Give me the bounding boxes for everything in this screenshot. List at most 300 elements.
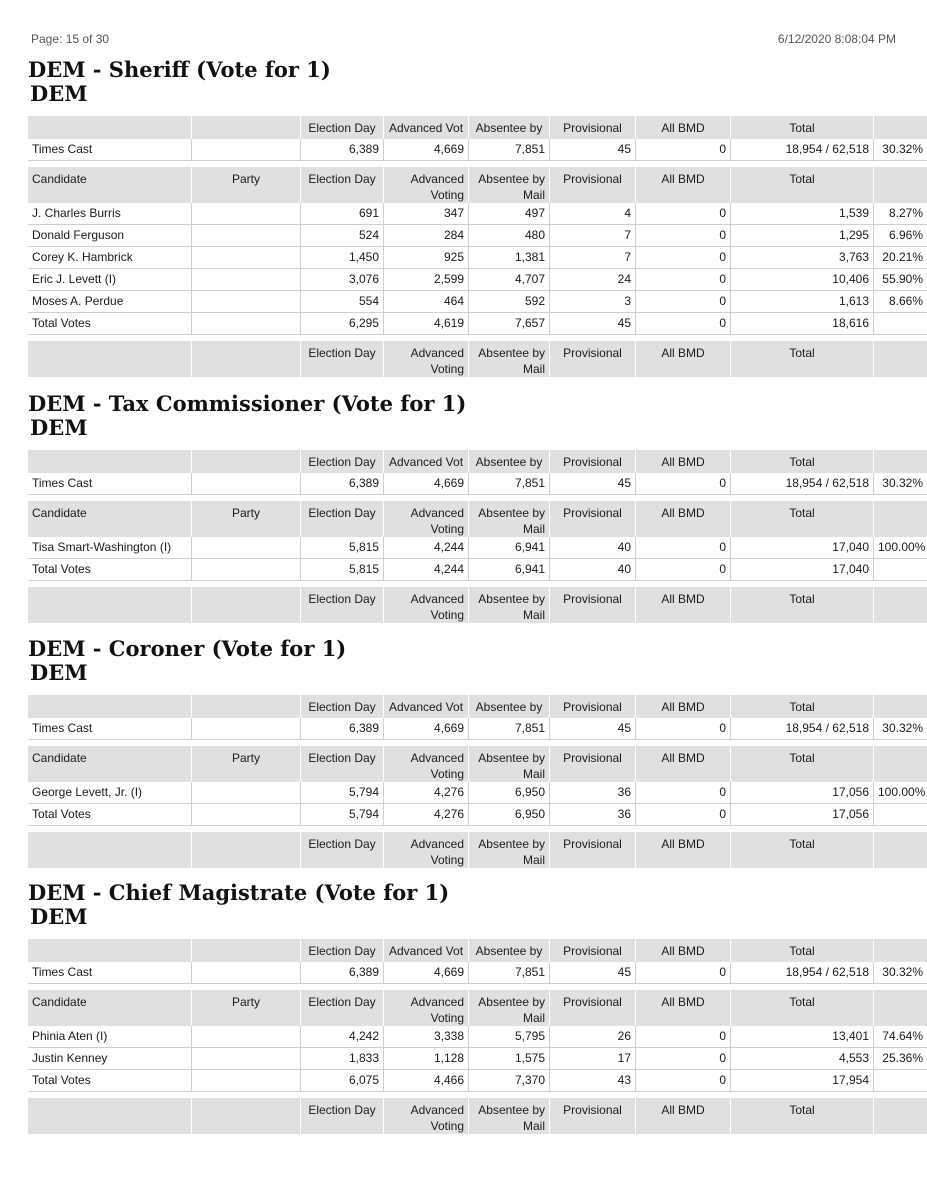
advanced-voting-value: 3,338 — [383, 1026, 468, 1048]
party-cell — [191, 1070, 300, 1092]
all-bmd-value: 0 — [635, 804, 730, 826]
all-bmd-value: 0 — [635, 537, 730, 559]
column-footer — [28, 587, 927, 623]
col-header-pct — [873, 167, 927, 203]
row-label: Moses A. Perdue — [28, 291, 191, 313]
advanced-voting-value: 4,619 — [383, 313, 468, 335]
times-cast-row — [28, 473, 927, 495]
absentee-by-mail-value: 5,795 — [468, 1026, 549, 1048]
col-header-total: Total — [730, 501, 873, 537]
col-header-pct — [873, 501, 927, 537]
col-header-absentee-by: Absentee by — [468, 450, 549, 473]
total-value: 1,539 — [730, 203, 873, 225]
col-header-total: Total — [730, 990, 873, 1026]
candidate-table — [28, 501, 927, 581]
candidate-row — [28, 225, 927, 247]
col-footer-pct — [873, 341, 927, 377]
absentee-by-mail-value: 6,950 — [468, 804, 549, 826]
candidate-table — [28, 746, 927, 826]
col-header-candidate: Candidate — [28, 501, 191, 537]
election-day-value: 3,076 — [300, 269, 383, 291]
total-value: 18,954 / 62,518 — [730, 473, 873, 495]
col-header-pct — [873, 939, 927, 962]
col-header-provisional: Provisional — [549, 450, 635, 473]
col-footer-advanced-voting: Advanced Voting — [383, 1098, 468, 1134]
election-day-value: 5,794 — [300, 804, 383, 826]
all-bmd-value: 0 — [635, 139, 730, 161]
col-header-advanced-vot: Advanced Vot — [383, 116, 468, 139]
col-footer-absentee-by-mail: Absentee by Mail — [468, 832, 549, 868]
party-cell — [191, 269, 300, 291]
all-bmd-value: 0 — [635, 962, 730, 984]
col-footer-total: Total — [730, 341, 873, 377]
row-label: Total Votes — [28, 1070, 191, 1092]
row-label: Phinia Aten (I) — [28, 1026, 191, 1048]
col-footer-election-day: Election Day — [300, 832, 383, 868]
absentee-by-mail-value: 497 — [468, 203, 549, 225]
provisional-value: 17 — [549, 1048, 635, 1070]
times-cast-header — [28, 695, 927, 718]
col-header-party: Party — [191, 990, 300, 1026]
percent-value: 20.21% — [873, 247, 927, 269]
percent-value: 74.64% — [873, 1026, 927, 1048]
col-footer-party — [191, 832, 300, 868]
row-label: Total Votes — [28, 559, 191, 581]
times-cast-header-blank — [28, 116, 191, 139]
race-party: DEM — [30, 660, 88, 685]
col-header-party: Party — [191, 746, 300, 782]
col-footer-candidate — [28, 832, 191, 868]
col-footer-election-day: Election Day — [300, 341, 383, 377]
col-header-provisional: Provisional — [549, 501, 635, 537]
times-cast-table — [28, 450, 927, 495]
column-footer — [28, 1098, 927, 1134]
candidate-table — [28, 167, 927, 335]
party-cell — [191, 1026, 300, 1048]
all-bmd-value: 0 — [635, 473, 730, 495]
times-cast-table — [28, 939, 927, 984]
percent-value: 6.96% — [873, 225, 927, 247]
col-header-absentee-by-mail: Absentee by Mail — [468, 501, 549, 537]
provisional-value: 24 — [549, 269, 635, 291]
election-day-value: 1,833 — [300, 1048, 383, 1070]
provisional-value: 7 — [549, 225, 635, 247]
absentee-by-mail-value: 6,941 — [468, 537, 549, 559]
col-footer-party — [191, 341, 300, 377]
times-cast-header — [28, 116, 927, 139]
times-cast-header-blank — [191, 116, 300, 139]
col-header-absentee-by-mail: Absentee by Mail — [468, 167, 549, 203]
col-header-advanced-vot: Advanced Vot — [383, 939, 468, 962]
percent-value: 30.32% — [873, 473, 927, 495]
col-footer-all-bmd: All BMD — [635, 1098, 730, 1134]
col-header-all-bmd: All BMD — [635, 939, 730, 962]
col-header-candidate: Candidate — [28, 167, 191, 203]
party-cell — [191, 804, 300, 826]
times-cast-header-blank — [191, 450, 300, 473]
race-section — [28, 636, 926, 868]
times-cast-header-blank — [191, 695, 300, 718]
race-title: DEM - Chief Magistrate (Vote for 1) — [28, 880, 450, 905]
col-header-absentee-by-mail: Absentee by Mail — [468, 990, 549, 1026]
percent-value — [873, 559, 927, 581]
race-title: DEM - Tax Commissioner (Vote for 1) — [28, 391, 467, 416]
col-header-provisional: Provisional — [549, 939, 635, 962]
col-header-all-bmd: All BMD — [635, 990, 730, 1026]
col-footer-party — [191, 587, 300, 623]
col-footer-all-bmd: All BMD — [635, 832, 730, 868]
col-footer-total: Total — [730, 587, 873, 623]
col-header-absentee-by: Absentee by — [468, 939, 549, 962]
party-cell — [191, 537, 300, 559]
times-cast-header — [28, 450, 927, 473]
election-day-value: 6,295 — [300, 313, 383, 335]
percent-value — [873, 804, 927, 826]
row-label: Donald Ferguson — [28, 225, 191, 247]
total-votes-row — [28, 313, 927, 335]
candidate-row — [28, 1026, 927, 1048]
col-footer-advanced-voting: Advanced Voting — [383, 341, 468, 377]
col-footer-provisional: Provisional — [549, 832, 635, 868]
col-header-pct — [873, 695, 927, 718]
column-footer-row — [28, 1098, 927, 1134]
absentee-by-mail-value: 7,851 — [468, 718, 549, 740]
row-label: Times Cast — [28, 962, 191, 984]
percent-value: 8.27% — [873, 203, 927, 225]
provisional-value: 36 — [549, 782, 635, 804]
times-cast-header-blank — [191, 939, 300, 962]
race-section — [28, 391, 926, 623]
col-header-provisional: Provisional — [549, 695, 635, 718]
party-cell — [191, 225, 300, 247]
total-value: 3,763 — [730, 247, 873, 269]
all-bmd-value: 0 — [635, 269, 730, 291]
absentee-by-mail-value: 7,851 — [468, 473, 549, 495]
col-footer-advanced-voting: Advanced Voting — [383, 587, 468, 623]
percent-value: 55.90% — [873, 269, 927, 291]
col-header-election-day: Election Day — [300, 116, 383, 139]
election-day-value: 4,242 — [300, 1026, 383, 1048]
times-cast-header-blank — [28, 939, 191, 962]
report-timestamp: 6/12/2020 8:08:04 PM — [777, 32, 896, 46]
col-footer-party — [191, 1098, 300, 1134]
column-footer — [28, 341, 927, 377]
party-cell — [191, 247, 300, 269]
col-header-advanced-voting: Advanced Voting — [383, 746, 468, 782]
advanced-voting-value: 4,669 — [383, 473, 468, 495]
party-cell — [191, 291, 300, 313]
absentee-by-mail-value: 4,707 — [468, 269, 549, 291]
total-value: 1,613 — [730, 291, 873, 313]
candidate-row — [28, 782, 927, 804]
percent-value — [873, 1070, 927, 1092]
times-cast-header-blank — [28, 450, 191, 473]
advanced-voting-value: 347 — [383, 203, 468, 225]
provisional-value: 45 — [549, 313, 635, 335]
col-header-election-day: Election Day — [300, 746, 383, 782]
election-day-value: 691 — [300, 203, 383, 225]
col-header-party: Party — [191, 167, 300, 203]
col-header-election-day: Election Day — [300, 695, 383, 718]
col-header-advanced-vot: Advanced Vot — [383, 695, 468, 718]
candidate-row — [28, 291, 927, 313]
percent-value: 30.32% — [873, 962, 927, 984]
total-value: 18,954 / 62,518 — [730, 962, 873, 984]
times-cast-row — [28, 962, 927, 984]
percent-value: 30.32% — [873, 139, 927, 161]
absentee-by-mail-value: 1,381 — [468, 247, 549, 269]
total-votes-row — [28, 559, 927, 581]
candidate-header — [28, 167, 927, 203]
race-party: DEM — [30, 904, 88, 929]
total-value: 17,040 — [730, 537, 873, 559]
col-footer-absentee-by-mail: Absentee by Mail — [468, 587, 549, 623]
col-footer-absentee-by-mail: Absentee by Mail — [468, 1098, 549, 1134]
col-footer-election-day: Election Day — [300, 587, 383, 623]
party-cell — [191, 139, 300, 161]
row-label: Eric J. Levett (I) — [28, 269, 191, 291]
provisional-value: 3 — [549, 291, 635, 313]
absentee-by-mail-value: 7,657 — [468, 313, 549, 335]
total-value: 10,406 — [730, 269, 873, 291]
row-label: Total Votes — [28, 313, 191, 335]
candidate-row — [28, 269, 927, 291]
all-bmd-value: 0 — [635, 247, 730, 269]
percent-value: 30.32% — [873, 718, 927, 740]
col-footer-pct — [873, 832, 927, 868]
col-header-election-day: Election Day — [300, 450, 383, 473]
col-footer-pct — [873, 587, 927, 623]
col-header-provisional: Provisional — [549, 167, 635, 203]
provisional-value: 45 — [549, 962, 635, 984]
party-cell — [191, 313, 300, 335]
col-header-all-bmd: All BMD — [635, 167, 730, 203]
row-label: Justin Kenney — [28, 1048, 191, 1070]
col-header-party: Party — [191, 501, 300, 537]
times-cast-table — [28, 116, 927, 161]
all-bmd-value: 0 — [635, 291, 730, 313]
col-footer-candidate — [28, 587, 191, 623]
row-label: Total Votes — [28, 804, 191, 826]
row-label: Tisa Smart-Washington (I) — [28, 537, 191, 559]
advanced-voting-value: 4,276 — [383, 804, 468, 826]
col-header-candidate: Candidate — [28, 746, 191, 782]
election-day-value: 5,794 — [300, 782, 383, 804]
all-bmd-value: 0 — [635, 782, 730, 804]
candidate-table — [28, 990, 927, 1092]
race-section — [28, 57, 923, 377]
percent-value: 100.00% — [873, 537, 927, 559]
percent-value: 25.36% — [873, 1048, 927, 1070]
advanced-voting-value: 4,669 — [383, 962, 468, 984]
col-header-election-day: Election Day — [300, 990, 383, 1026]
col-footer-total: Total — [730, 832, 873, 868]
col-header-absentee-by: Absentee by — [468, 116, 549, 139]
percent-value: 8.66% — [873, 291, 927, 313]
col-header-advanced-voting: Advanced Voting — [383, 990, 468, 1026]
advanced-voting-value: 4,466 — [383, 1070, 468, 1092]
candidate-header — [28, 990, 927, 1026]
advanced-voting-value: 464 — [383, 291, 468, 313]
col-header-provisional: Provisional — [549, 990, 635, 1026]
row-label: George Levett, Jr. (I) — [28, 782, 191, 804]
election-day-value: 5,815 — [300, 537, 383, 559]
absentee-by-mail-value: 592 — [468, 291, 549, 313]
provisional-value: 7 — [549, 247, 635, 269]
advanced-voting-value: 1,128 — [383, 1048, 468, 1070]
candidate-row — [28, 203, 927, 225]
provisional-value: 45 — [549, 473, 635, 495]
col-header-total: Total — [730, 695, 873, 718]
election-day-value: 6,389 — [300, 718, 383, 740]
col-header-election-day: Election Day — [300, 167, 383, 203]
col-footer-advanced-voting: Advanced Voting — [383, 832, 468, 868]
row-label: Times Cast — [28, 718, 191, 740]
absentee-by-mail-value: 7,851 — [468, 139, 549, 161]
candidate-header — [28, 501, 927, 537]
col-header-absentee-by-mail: Absentee by Mail — [468, 746, 549, 782]
total-value: 17,040 — [730, 559, 873, 581]
provisional-value: 40 — [549, 537, 635, 559]
times-cast-header-blank — [28, 695, 191, 718]
total-value: 13,401 — [730, 1026, 873, 1048]
candidate-row — [28, 247, 927, 269]
all-bmd-value: 0 — [635, 1026, 730, 1048]
absentee-by-mail-value: 1,575 — [468, 1048, 549, 1070]
provisional-value: 45 — [549, 139, 635, 161]
candidate-header — [28, 746, 927, 782]
col-header-pct — [873, 746, 927, 782]
col-header-total: Total — [730, 116, 873, 139]
all-bmd-value: 0 — [635, 1048, 730, 1070]
provisional-value: 36 — [549, 804, 635, 826]
advanced-voting-value: 925 — [383, 247, 468, 269]
provisional-value: 45 — [549, 718, 635, 740]
col-footer-provisional: Provisional — [549, 341, 635, 377]
row-label: Times Cast — [28, 139, 191, 161]
col-header-all-bmd: All BMD — [635, 746, 730, 782]
col-footer-total: Total — [730, 1098, 873, 1134]
col-footer-pct — [873, 1098, 927, 1134]
provisional-value: 40 — [549, 559, 635, 581]
advanced-voting-value: 4,244 — [383, 559, 468, 581]
row-label: Times Cast — [28, 473, 191, 495]
col-footer-provisional: Provisional — [549, 587, 635, 623]
col-header-all-bmd: All BMD — [635, 450, 730, 473]
advanced-voting-value: 4,669 — [383, 139, 468, 161]
party-cell — [191, 473, 300, 495]
advanced-voting-value: 2,599 — [383, 269, 468, 291]
col-header-provisional: Provisional — [549, 746, 635, 782]
advanced-voting-value: 4,669 — [383, 718, 468, 740]
election-day-value: 6,389 — [300, 139, 383, 161]
election-day-value: 524 — [300, 225, 383, 247]
col-footer-candidate — [28, 341, 191, 377]
all-bmd-value: 0 — [635, 1070, 730, 1092]
election-day-value: 6,389 — [300, 962, 383, 984]
col-header-absentee-by: Absentee by — [468, 695, 549, 718]
election-day-value: 6,075 — [300, 1070, 383, 1092]
total-votes-row — [28, 804, 927, 826]
all-bmd-value: 0 — [635, 313, 730, 335]
column-footer-row — [28, 832, 927, 868]
col-header-advanced-voting: Advanced Voting — [383, 167, 468, 203]
candidate-row — [28, 537, 927, 559]
col-header-total: Total — [730, 939, 873, 962]
advanced-voting-value: 284 — [383, 225, 468, 247]
race-party: DEM — [30, 81, 88, 106]
row-label: Corey K. Hambrick — [28, 247, 191, 269]
candidate-row — [28, 1048, 927, 1070]
page-number: Page: 15 of 30 — [31, 32, 110, 46]
col-footer-election-day: Election Day — [300, 1098, 383, 1134]
all-bmd-value: 0 — [635, 203, 730, 225]
absentee-by-mail-value: 6,941 — [468, 559, 549, 581]
col-header-advanced-voting: Advanced Voting — [383, 501, 468, 537]
col-header-pct — [873, 116, 927, 139]
col-header-pct — [873, 450, 927, 473]
absentee-by-mail-value: 480 — [468, 225, 549, 247]
race-party: DEM — [30, 415, 88, 440]
party-cell — [191, 1048, 300, 1070]
column-footer-row — [28, 341, 927, 377]
col-footer-candidate — [28, 1098, 191, 1134]
total-value: 4,553 — [730, 1048, 873, 1070]
col-header-all-bmd: All BMD — [635, 501, 730, 537]
total-votes-row — [28, 1070, 927, 1092]
total-value: 18,954 / 62,518 — [730, 139, 873, 161]
col-header-election-day: Election Day — [300, 939, 383, 962]
col-footer-provisional: Provisional — [549, 1098, 635, 1134]
column-footer-row — [28, 587, 927, 623]
col-header-total: Total — [730, 746, 873, 782]
total-value: 1,295 — [730, 225, 873, 247]
advanced-voting-value: 4,244 — [383, 537, 468, 559]
absentee-by-mail-value: 7,851 — [468, 962, 549, 984]
election-day-value: 554 — [300, 291, 383, 313]
party-cell — [191, 203, 300, 225]
col-header-provisional: Provisional — [549, 116, 635, 139]
absentee-by-mail-value: 6,950 — [468, 782, 549, 804]
times-cast-row — [28, 718, 927, 740]
col-header-all-bmd: All BMD — [635, 695, 730, 718]
all-bmd-value: 0 — [635, 559, 730, 581]
all-bmd-value: 0 — [635, 718, 730, 740]
all-bmd-value: 0 — [635, 225, 730, 247]
times-cast-header — [28, 939, 927, 962]
provisional-value: 43 — [549, 1070, 635, 1092]
total-value: 18,954 / 62,518 — [730, 718, 873, 740]
race-title: DEM - Coroner (Vote for 1) — [28, 636, 347, 661]
provisional-value: 26 — [549, 1026, 635, 1048]
absentee-by-mail-value: 7,370 — [468, 1070, 549, 1092]
col-header-total: Total — [730, 450, 873, 473]
row-label: J. Charles Burris — [28, 203, 191, 225]
race-section — [28, 880, 923, 1134]
col-footer-absentee-by-mail: Absentee by Mail — [468, 341, 549, 377]
total-value: 17,056 — [730, 782, 873, 804]
party-cell — [191, 962, 300, 984]
election-day-value: 5,815 — [300, 559, 383, 581]
total-value: 17,056 — [730, 804, 873, 826]
percent-value: 100.00% — [873, 782, 927, 804]
percent-value — [873, 313, 927, 335]
party-cell — [191, 782, 300, 804]
party-cell — [191, 559, 300, 581]
col-header-election-day: Election Day — [300, 501, 383, 537]
times-cast-row — [28, 139, 927, 161]
column-footer — [28, 832, 927, 868]
